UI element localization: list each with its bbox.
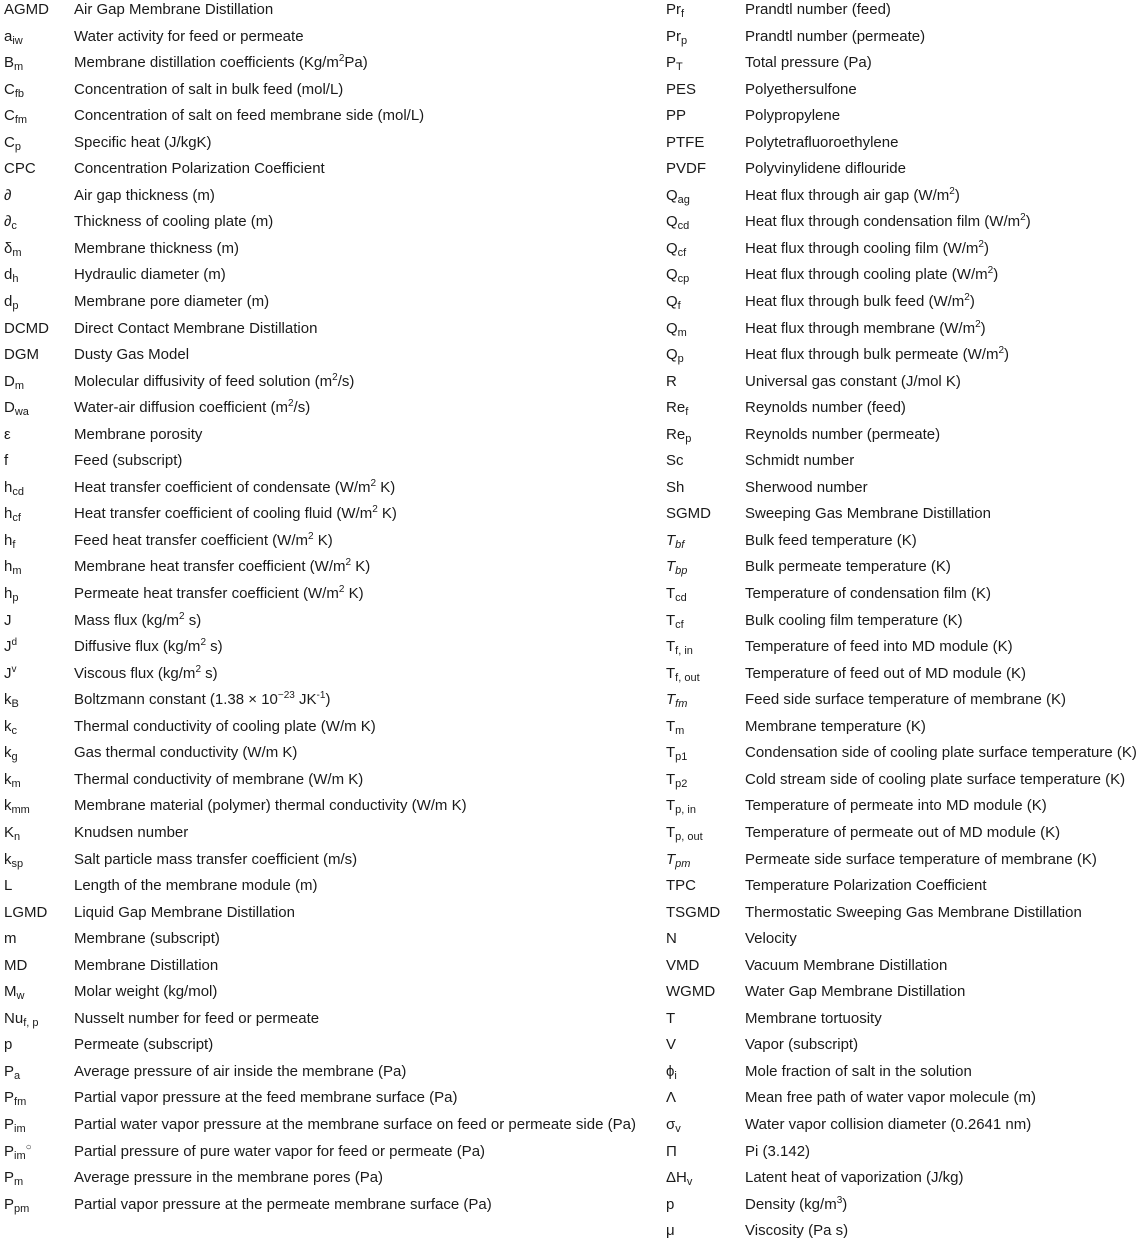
- nomenclature-row: [666, 1195, 1144, 1222]
- symbol: $h_p$: [4, 585, 19, 605]
- symbol: $d_p$: [4, 293, 19, 313]
- definition: Membrane material (polymer) thermal conductivity (W/m K): [74, 797, 467, 815]
- symbol: N: [666, 930, 677, 948]
- symbol: $T_m$: [666, 717, 685, 737]
- symbol: $k_m$: [4, 770, 21, 790]
- nomenclature-row: [666, 611, 1144, 638]
- symbol: PTFE: [666, 133, 705, 151]
- symbol: $k_{mm}$: [4, 797, 30, 817]
- definition: Reynolds number (feed): [745, 399, 906, 417]
- nomenclature-row: [4, 292, 644, 319]
- nomenclature-row: [4, 1035, 644, 1062]
- definition: Temperature of condensation film (K): [745, 585, 991, 603]
- definition: Dusty Gas Model: [74, 346, 190, 364]
- nomenclature-row: [666, 637, 1144, 664]
- nomenclature-row: [4, 717, 644, 744]
- symbol: $T_{pm}$: [666, 850, 691, 870]
- symbol: $P_{im}^○$: [4, 1141, 32, 1162]
- symbol: LGMD: [4, 903, 48, 921]
- definition: Water Gap Membrane Distillation: [745, 983, 966, 1001]
- definition: Temperature of feed into MD module (K): [745, 638, 1013, 656]
- definition: Heat flux through membrane $(W/m^2)$: [745, 318, 986, 337]
- definition: Mean free path of water vapor molecule (m): [745, 1089, 1036, 1107]
- definition: Boltzmann constant ($1.38 \times 10^{-23}$ $JK^{-1}$): [74, 690, 331, 709]
- nomenclature-row: [4, 929, 644, 956]
- definition: Heat flux through air gap $(W/m^2)$: [745, 185, 960, 204]
- symbol: $Q_{cp}$: [666, 266, 690, 286]
- definition: Total pressure (Pa): [745, 54, 872, 72]
- nomenclature-row: [666, 292, 1144, 319]
- nomenclature-row: [4, 478, 644, 505]
- definition: Velocity: [745, 930, 797, 948]
- nomenclature-row: [666, 929, 1144, 956]
- symbol: $\phi_i$: [666, 1062, 677, 1082]
- symbol: SGMD: [666, 505, 711, 523]
- symbol: $P_m$: [4, 1169, 24, 1189]
- symbol: Π: [666, 1142, 677, 1160]
- definition: Heat transfer coefficient of condensate ($W/m^2$ K): [74, 477, 396, 496]
- symbol: $T_{bf}$: [666, 531, 685, 551]
- nomenclature-row: [666, 743, 1144, 770]
- nomenclature-row: [4, 664, 644, 691]
- nomenclature-row: [666, 1009, 1144, 1036]
- symbol: $Q_{ag}$: [666, 186, 690, 206]
- nomenclature-row: [666, 345, 1144, 372]
- nomenclature-row: [666, 1168, 1144, 1195]
- definition: Density $(kg/m^3)$: [745, 1194, 848, 1213]
- definition: Water activity for feed or permeate: [74, 27, 304, 45]
- definition: Heat flux through cooling plate $(W/m^2)$: [745, 265, 999, 284]
- definition: Universal gas constant (J/mol K): [745, 372, 961, 390]
- symbol: μ: [666, 1222, 675, 1240]
- symbol: DCMD: [4, 319, 49, 337]
- nomenclature-row: [4, 956, 644, 983]
- symbol: $M_w$: [4, 983, 25, 1003]
- nomenclature-row: [666, 1221, 1144, 1248]
- nomenclature-row: [4, 690, 644, 717]
- nomenclature-row: [666, 903, 1144, 930]
- definition: Average pressure in the membrane pores (Pa): [74, 1169, 384, 1187]
- definition: Heat transfer coefficient of cooling fluid ($W/m^2$ K): [74, 504, 397, 523]
- definition: Partial vapor pressure at the permeate membrane surface (Pa): [74, 1195, 492, 1213]
- nomenclature-row: [666, 796, 1144, 823]
- definition: Pi (3.142): [745, 1142, 811, 1160]
- symbol: $Pr_f$: [666, 1, 685, 20]
- symbol: MD: [4, 956, 28, 974]
- definition: Feed (subscript): [74, 452, 183, 470]
- symbol: TSGMD: [666, 903, 721, 921]
- definition: Nusselt number for feed or permeate: [74, 1009, 320, 1027]
- nomenclature-row: [4, 1168, 644, 1195]
- nomenclature-right-column: [666, 0, 1144, 1248]
- symbol: $Re_p$: [666, 425, 692, 445]
- nomenclature-row: [666, 133, 1144, 160]
- symbol: ∂: [4, 186, 12, 204]
- symbol: $T_{p, in}$: [666, 797, 696, 817]
- symbol: $B_m$: [4, 54, 24, 74]
- symbol: $Re_f$: [666, 399, 689, 419]
- nomenclature-row: [4, 1062, 644, 1089]
- symbol: $Q_p$: [666, 346, 684, 366]
- symbol: $h_m$: [4, 558, 22, 578]
- nomenclature-row: [4, 982, 644, 1009]
- nomenclature-row: [4, 584, 644, 611]
- nomenclature-row: [4, 903, 644, 930]
- nomenclature-row: [666, 717, 1144, 744]
- definition: Membrane thickness (m): [74, 239, 240, 257]
- nomenclature-row: [666, 1088, 1144, 1115]
- definition: Thermostatic Sweeping Gas Membrane Distillation: [745, 903, 1082, 921]
- symbol: ε: [4, 425, 11, 443]
- nomenclature-row: [4, 80, 644, 107]
- nomenclature-row: [666, 239, 1144, 266]
- symbol: $J^v$: [4, 663, 17, 682]
- symbol: $C_p$: [4, 133, 21, 153]
- nomenclature-row: [666, 982, 1144, 1009]
- definition: Vapor (subscript): [745, 1036, 859, 1054]
- nomenclature-row: [4, 106, 644, 133]
- symbol: PES: [666, 80, 697, 98]
- definition: Reynolds number (permeate): [745, 425, 941, 443]
- definition: Concentration of salt in bulk feed (mol/L): [74, 80, 344, 98]
- symbol: $k_c$: [4, 717, 17, 737]
- definition: Condensation side of cooling plate surface temperature (K): [745, 744, 1137, 762]
- symbol: $h_{cf}$: [4, 505, 21, 525]
- nomenclature-row: [666, 770, 1144, 797]
- symbol: $Q_m$: [666, 319, 687, 339]
- nomenclature-left-column: [4, 0, 644, 1221]
- definition: Specific heat (J/kgK): [74, 133, 212, 151]
- nomenclature-row: [666, 876, 1144, 903]
- definition: Bulk cooling film temperature (K): [745, 611, 963, 629]
- nomenclature-row: [666, 106, 1144, 133]
- symbol: $h_f$: [4, 531, 16, 551]
- definition: Concentration Polarization Coefficient: [74, 160, 325, 178]
- nomenclature-row: [666, 1115, 1144, 1142]
- symbol: $T_{fm}$: [666, 691, 688, 711]
- nomenclature-row: [4, 239, 644, 266]
- definition: Membrane Distillation: [74, 956, 219, 974]
- symbol: V: [666, 1036, 677, 1054]
- definition: Schmidt number: [745, 452, 855, 470]
- nomenclature-row: [4, 345, 644, 372]
- definition: Partial vapor pressure at the feed membrane surface (Pa): [74, 1089, 458, 1107]
- definition: Thermal conductivity of cooling plate (W/m K): [74, 717, 376, 735]
- definition: Membrane distillation coefficients $(Kg/m^2Pa)$: [74, 53, 368, 72]
- definition: Bulk permeate temperature (K): [745, 558, 951, 576]
- definition: Prandtl number (feed): [745, 1, 891, 18]
- nomenclature-row: [666, 664, 1144, 691]
- nomenclature-row: [4, 159, 644, 186]
- nomenclature-row: [666, 212, 1144, 239]
- definition: Prandtl number (permeate): [745, 27, 926, 45]
- definition: Permeate (subscript): [74, 1036, 214, 1054]
- nomenclature-row: [4, 611, 644, 638]
- symbol: J: [4, 611, 12, 629]
- definition: Temperature of permeate into MD module (K): [745, 797, 1047, 815]
- nomenclature-row: [666, 53, 1144, 80]
- nomenclature-row: [666, 1062, 1144, 1089]
- nomenclature-row: [666, 186, 1144, 213]
- definition: Feed side surface temperature of membrane (K): [745, 691, 1066, 709]
- definition: Partial water vapor pressure at the membrane surface on feed or permeate side (Pa): [74, 1115, 636, 1133]
- symbol: $K_n$: [4, 823, 21, 843]
- symbol: $T_{p1}$: [666, 744, 688, 764]
- definition: Air gap thickness (m): [74, 186, 215, 204]
- nomenclature-row: [4, 451, 644, 478]
- symbol: $\sigma_v$: [666, 1115, 681, 1135]
- symbol: DGM: [4, 346, 39, 364]
- definition: Bulk feed temperature (K): [745, 531, 917, 549]
- nomenclature-row: [666, 850, 1144, 877]
- nomenclature-row: [666, 398, 1144, 425]
- symbol: $\delta_m$: [4, 239, 22, 259]
- symbol: $Q_{cd}$: [666, 213, 690, 233]
- symbol: AGMD: [4, 1, 49, 18]
- definition: Liquid Gap Membrane Distillation: [74, 903, 295, 921]
- definition: Mass flux ($kg/m^2$ s): [74, 610, 202, 629]
- symbol: $C_{fb}$: [4, 80, 25, 100]
- definition: Thickness of cooling plate (m): [74, 213, 274, 231]
- definition: Length of the membrane module (m): [74, 877, 318, 895]
- symbol: PVDF: [666, 160, 707, 178]
- nomenclature-row: [4, 770, 644, 797]
- symbol: R: [666, 372, 677, 390]
- symbol: $D_{wa}$: [4, 399, 29, 419]
- symbol: VMD: [666, 956, 700, 974]
- symbol: $T_{bp}$: [666, 558, 688, 578]
- definition: Molecular diffusivity of feed solution $(m^2/s)$: [74, 371, 355, 390]
- symbol: $P_{fm}$: [4, 1089, 27, 1109]
- definition: Partial pressure of pure water vapor for feed or permeate (Pa): [74, 1142, 486, 1160]
- nomenclature-row: [4, 319, 644, 346]
- symbol: $P_a$: [4, 1062, 21, 1082]
- symbol: $a_{iw}$: [4, 27, 23, 47]
- symbol: $P_T$: [666, 54, 683, 74]
- nomenclature-row: [4, 557, 644, 584]
- definition: Membrane pore diameter (m): [74, 293, 270, 311]
- nomenclature-row: [666, 584, 1144, 611]
- nomenclature-row: [4, 1195, 644, 1222]
- symbol: $T_{cd}$: [666, 585, 687, 605]
- nomenclature-row: [4, 372, 644, 399]
- definition: Concentration of salt on feed membrane side (mol/L): [74, 107, 425, 125]
- nomenclature-row: [4, 425, 644, 452]
- symbol: $P_{pm}$: [4, 1195, 30, 1215]
- symbol: $T_{cf}$: [666, 611, 684, 631]
- definition: Membrane heat transfer coefficient ($W/m^2$ K): [74, 557, 371, 576]
- definition: Heat flux through bulk permeate $(W/m^2)$: [745, 345, 1010, 364]
- definition: Thermal conductivity of membrane (W/m K): [74, 770, 364, 788]
- symbol: $k_g$: [4, 744, 18, 764]
- symbol: Sc: [666, 452, 684, 470]
- definition: Viscous flux ($kg/m^2$ s): [74, 663, 218, 682]
- definition: Heat flux through bulk feed $(W/m^2)$: [745, 292, 975, 311]
- nomenclature-row: [666, 956, 1144, 983]
- definition: Heat flux through condensation film $(W/m^2)$: [745, 212, 1031, 231]
- nomenclature-row: [666, 159, 1144, 186]
- definition: Heat flux through cooling film $(W/m^2)$: [745, 238, 989, 257]
- nomenclature-row: [4, 186, 644, 213]
- symbol: $T_{f, out}$: [666, 664, 700, 684]
- symbol: m: [4, 930, 17, 948]
- definition: Water-air diffusion coefficient $(m^2/s)$: [74, 398, 311, 417]
- symbol: CPC: [4, 160, 36, 178]
- symbol: f: [4, 452, 9, 470]
- nomenclature-row: [4, 504, 644, 531]
- symbol: $D_m$: [4, 372, 25, 392]
- symbol: $J^d$: [4, 637, 18, 656]
- symbol: TPC: [666, 877, 696, 895]
- symbol: $d_h$: [4, 266, 19, 286]
- nomenclature-row: [666, 451, 1144, 478]
- symbol: $Pr_p$: [666, 27, 688, 47]
- definition: Sherwood number: [745, 478, 868, 496]
- definition: Feed heat transfer coefficient ($W/m^2$ K): [74, 530, 333, 549]
- symbol: $T_{f, in}$: [666, 638, 693, 658]
- definition: Molar weight (kg/mol): [74, 983, 218, 1001]
- nomenclature-row: [666, 0, 1144, 27]
- definition: Polyvinylidene diflouride: [745, 160, 906, 178]
- nomenclature-row: [666, 265, 1144, 292]
- definition: Membrane porosity: [74, 425, 203, 443]
- nomenclature-row: [666, 1035, 1144, 1062]
- definition: Viscosity (Pa s): [745, 1222, 849, 1240]
- nomenclature-row: [4, 637, 644, 664]
- definition: Polypropylene: [745, 107, 841, 125]
- nomenclature-row: [4, 531, 644, 558]
- nomenclature-row: [666, 478, 1144, 505]
- nomenclature-row: [4, 0, 644, 27]
- nomenclature-row: [666, 80, 1144, 107]
- definition: Polyethersulfone: [745, 80, 857, 98]
- nomenclature-row: [4, 53, 644, 80]
- nomenclature-row: [4, 796, 644, 823]
- symbol: Λ: [666, 1089, 677, 1107]
- symbol: $T_{p2}$: [666, 770, 688, 790]
- symbol: p: [4, 1036, 13, 1054]
- definition: Temperature Polarization Coefficient: [745, 877, 987, 895]
- nomenclature-row: [4, 1142, 644, 1169]
- symbol: $\Delta H_v$: [666, 1169, 693, 1189]
- nomenclature-row: [4, 133, 644, 160]
- nomenclature-row: [666, 504, 1144, 531]
- symbol: $\partial_c$: [4, 213, 17, 233]
- nomenclature-row: [666, 557, 1144, 584]
- definition: Sweeping Gas Membrane Distillation: [745, 505, 991, 523]
- definition: Salt particle mass transfer coefficient (m/s): [74, 850, 358, 868]
- definition: Polytetrafluoroethylene: [745, 133, 899, 151]
- nomenclature-row: [4, 823, 644, 850]
- definition: Average pressure of air inside the membrane (Pa): [74, 1062, 407, 1080]
- symbol: $T_{p, out}$: [666, 823, 703, 843]
- symbol: $Q_f$: [666, 293, 681, 313]
- symbol: $k_B$: [4, 691, 19, 711]
- symbol: Sh: [666, 478, 685, 496]
- definition: Hydraulic diameter (m): [74, 266, 226, 284]
- symbol: p: [666, 1195, 675, 1213]
- nomenclature-row: [4, 1088, 644, 1115]
- symbol: WGMD: [666, 983, 716, 1001]
- definition: Membrane (subscript): [74, 930, 220, 948]
- definition: Latent heat of vaporization (J/kg): [745, 1169, 964, 1187]
- symbol: PP: [666, 107, 687, 125]
- nomenclature-row: [4, 743, 644, 770]
- definition: Permeate side surface temperature of membrane (K): [745, 850, 1097, 868]
- definition: Vacuum Membrane Distillation: [745, 956, 948, 974]
- symbol: $Nu_{f, p}$: [4, 1009, 39, 1029]
- definition: Diffusive flux ($kg/m^2$ s): [74, 637, 223, 656]
- definition: Gas thermal conductivity (W/m K): [74, 744, 298, 762]
- symbol: L: [4, 877, 13, 895]
- nomenclature-row: [666, 531, 1144, 558]
- nomenclature-row: [666, 823, 1144, 850]
- definition: Temperature of feed out of MD module (K): [745, 664, 1026, 682]
- definition: Temperature of permeate out of MD module (K): [745, 823, 1061, 841]
- definition: Water vapor collision diameter (0.2641 nm): [745, 1115, 1032, 1133]
- definition: Cold stream side of cooling plate surface temperature (K): [745, 770, 1126, 788]
- nomenclature-row: [4, 1009, 644, 1036]
- symbol: $k_{sp}$: [4, 850, 24, 870]
- symbol: $P_{im}$: [4, 1115, 26, 1135]
- symbol: $h_{cd}$: [4, 478, 24, 498]
- nomenclature-row: [4, 265, 644, 292]
- nomenclature-row: [666, 690, 1144, 717]
- symbol: $Q_{cf}$: [666, 239, 687, 259]
- definition: Direct Contact Membrane Distillation: [74, 319, 318, 337]
- definition: Permeate heat transfer coefficient ($W/m^2$ K): [74, 584, 364, 603]
- nomenclature-row: [666, 1142, 1144, 1169]
- nomenclature-row: [4, 876, 644, 903]
- nomenclature-row: [666, 425, 1144, 452]
- nomenclature-row: [666, 319, 1144, 346]
- nomenclature-row: [4, 850, 644, 877]
- definition: Mole fraction of salt in the solution: [745, 1062, 972, 1080]
- symbol: $C_{fm}$: [4, 107, 28, 127]
- nomenclature-row: [4, 1115, 644, 1142]
- nomenclature-row: [4, 27, 644, 54]
- nomenclature-row: [666, 27, 1144, 54]
- definition: Membrane temperature (K): [745, 717, 926, 735]
- definition: Air Gap Membrane Distillation: [74, 1, 274, 18]
- nomenclature-row: [4, 212, 644, 239]
- nomenclature-row: [666, 372, 1144, 399]
- nomenclature-row: [4, 398, 644, 425]
- definition: Membrane tortuosity: [745, 1009, 882, 1027]
- definition: Knudsen number: [74, 823, 189, 841]
- symbol: T: [666, 1009, 676, 1027]
